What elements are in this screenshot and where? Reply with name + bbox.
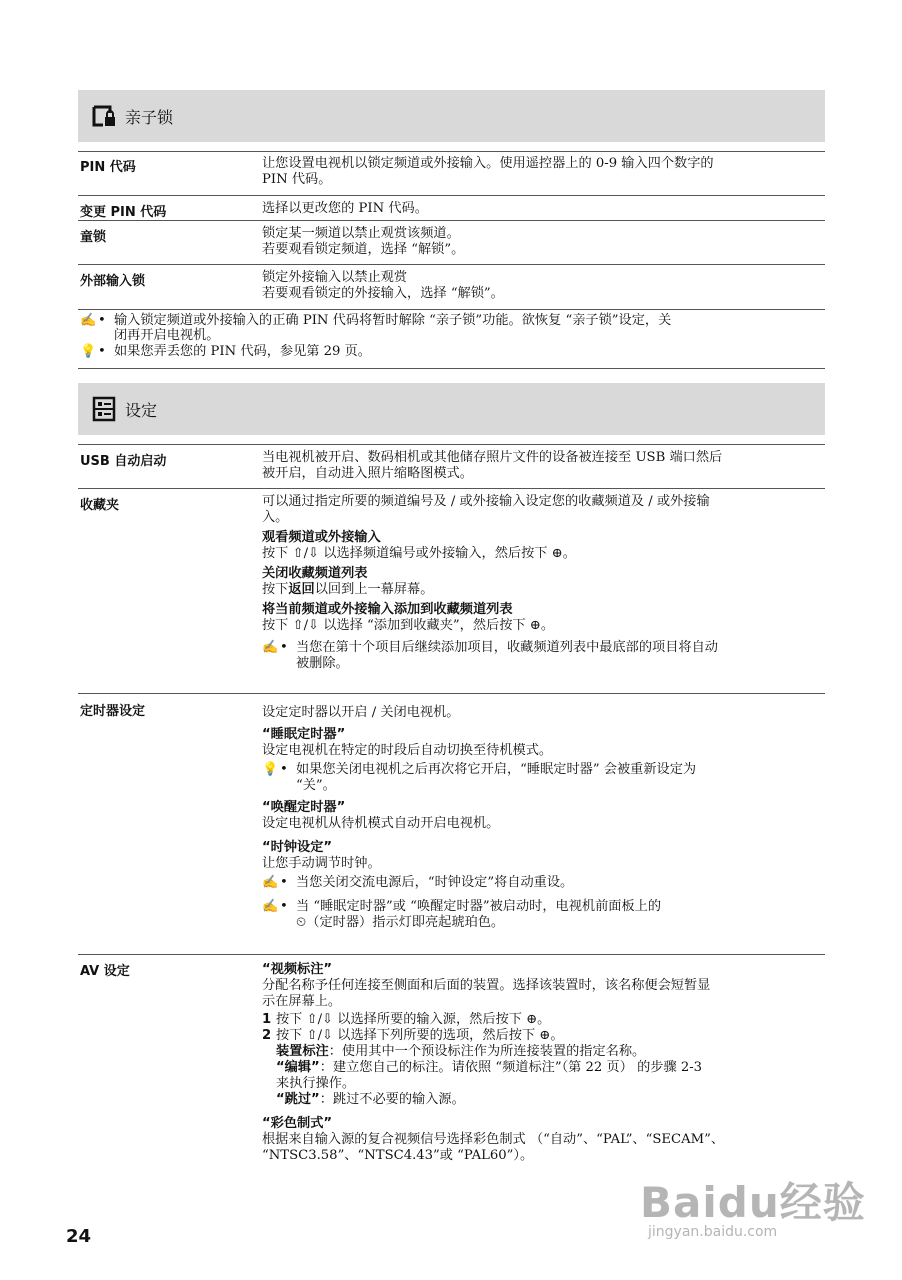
text-line: 选择以更改您的 PIN 代码。 [262, 201, 428, 216]
divider [78, 309, 825, 310]
step-number: 2 [262, 1028, 272, 1043]
page-number: 24 [66, 1226, 92, 1247]
row-label-favorites: 收藏夹 [80, 498, 120, 513]
text-line: 入。 [262, 510, 289, 525]
text-line: 分配名称予任何连接至侧面和后面的装置。选择该装置时，该名称便会短暂显 [262, 978, 711, 993]
row-label-external-lock: 外部输入锁 [80, 274, 146, 289]
option-line [262, 1044, 822, 1060]
settings-title: 设定 [125, 400, 158, 420]
parental-lock-title: 亲子锁 [125, 107, 174, 127]
text-line: ⏲（定时器）指示灯即亮起琥珀色。 [296, 915, 505, 930]
option-text: ：使用其中一个预设标注作为所连接装置的指定名称。 [328, 1044, 646, 1059]
text-line: 闭再开启电视机。 [114, 328, 220, 343]
text-line: “NTSC3.58”、“NTSC4.43”或 “PAL60”）。 [262, 1148, 534, 1163]
row-desc-change-pin [262, 201, 822, 217]
divider [78, 151, 825, 152]
subheading: “睡眠定时器” [262, 727, 346, 742]
text-line: 当电视机被开启、数码相机或其他储存照片文件的设备被连接至 USB 端口然后 [262, 450, 723, 465]
text-line: 输入锁定频道或外接输入的正确 PIN 代码将暂时解除 “亲子锁”功能。欲恢复 “亲子锁”设定，关 [114, 313, 672, 328]
subheading: “视频标注” [262, 962, 333, 977]
text-line: 让您手动调节时钟。 [262, 856, 381, 871]
pencil-note-icon: ✍ [262, 899, 279, 914]
text-line: 当您在第十个项目后继续添加项目，收藏频道列表中最底部的项目将自动 [296, 640, 718, 655]
row-label-change-pin: 变更 PIN 代码 [80, 205, 167, 220]
note-text [296, 899, 822, 931]
text-line: 若要观看锁定频道，选择 “解锁”。 [262, 242, 465, 257]
option-label: “编辑” [276, 1060, 320, 1075]
row-desc-favorites [262, 494, 822, 672]
divider [78, 368, 825, 369]
tip-text: 如果您弄丢您的 PIN 代码，参见第 29 页。 [114, 344, 371, 359]
settings-header [78, 383, 825, 435]
row-label-av: AV 设定 [80, 964, 130, 979]
text-line: 如果您关闭电视机之后再次将它开启，“睡眠定时器” 会被重新设定为 [296, 762, 697, 777]
divider [78, 264, 825, 265]
text-line: 当 “睡眠定时器”或 “唤醒定时器”被启动时，电视机前面板上的 [296, 899, 662, 914]
back-key-label: 返回 [288, 582, 315, 597]
text-line: 被删除。 [296, 656, 349, 671]
note-text [114, 313, 825, 343]
divider [78, 488, 825, 489]
option-text: 来执行操作。 [276, 1076, 356, 1091]
text-line: 示在屏幕上。 [262, 994, 342, 1009]
divider [78, 220, 825, 221]
divider [78, 444, 825, 445]
tip-item [80, 344, 825, 360]
text-line: 锁定某一频道以禁止观赏该频道。 [262, 226, 460, 241]
bullet: • [280, 875, 288, 890]
baidu-watermark [640, 1170, 866, 1240]
note-item [262, 899, 822, 931]
pencil-note-icon: ✍ [262, 640, 279, 655]
step-number: 1 [262, 1012, 272, 1027]
bullet: • [280, 640, 288, 655]
bullet: • [98, 344, 106, 359]
bullet: • [98, 313, 106, 328]
subheading: “唤醒定时器” [262, 800, 346, 815]
option-text: ：跳过不必要的输入源。 [319, 1092, 465, 1107]
settings-icon [91, 396, 117, 422]
note-item [262, 640, 822, 672]
option-line [262, 1092, 822, 1108]
bullet: • [280, 899, 288, 914]
step-item [262, 1028, 822, 1044]
row-label-pin: PIN 代码 [80, 160, 136, 175]
text-line: 设定电视机从待机模式自动开启电视机。 [262, 816, 500, 831]
step-item [262, 1012, 822, 1028]
text-line: 可以通过指定所要的频道编号及 / 或外接输入设定您的收藏频道及 / 或外接输 [262, 494, 710, 509]
subheading: 观看频道或外接输入 [262, 530, 381, 545]
subheading: 将当前频道或外接输入添加到收藏频道列表 [262, 602, 513, 617]
step-text: 按下 ⇧/⇩ 以选择下列所要的选项，然后按下 ⊕。 [276, 1028, 564, 1043]
text-line: “关”。 [296, 778, 336, 793]
row-label-usb: USB 自动启动 [80, 454, 167, 469]
subheading: 关闭收藏频道列表 [262, 566, 368, 581]
row-desc-external-lock [262, 270, 822, 302]
subheading: “彩色制式” [262, 1116, 333, 1131]
step-text: 按下 ⇧/⇩ 以选择所要的输入源，然后按下 ⊕。 [276, 1012, 551, 1027]
pencil-note-icon: ✍ [262, 875, 279, 890]
tip-text [296, 762, 822, 794]
lightbulb-tip-icon: 💡 [80, 344, 97, 359]
row-label-timer: 定时器设定 [80, 704, 146, 719]
tip-item [262, 762, 822, 794]
text-line: 让您设置电视机以锁定频道或外接输入。使用遥控器上的 0-9 输入四个数字的 [262, 156, 714, 171]
option-line [262, 1060, 822, 1076]
text-line: 设定定时器以开启 / 关闭电视机。 [262, 705, 460, 720]
text-line: 若要观看锁定的外接输入，选择 “解锁”。 [262, 286, 504, 301]
text-line: 按下 ⇧/⇩ 以选择频道编号或外接输入，然后按下 ⊕。 [262, 546, 576, 561]
note-text: 当您关闭交流电源后，“时钟设定”将自动重设。 [296, 875, 574, 890]
divider [78, 195, 825, 196]
text-line: PIN 代码。 [262, 172, 332, 187]
option-label: “跳过” [276, 1092, 320, 1107]
option-label: 装置标注 [276, 1044, 329, 1059]
divider [78, 693, 825, 694]
divider [78, 954, 825, 955]
bullet: • [280, 762, 288, 777]
text-line: 按下 ⇧/⇩ 以选择 “添加到收藏夹”，然后按下 ⊕。 [262, 618, 555, 633]
text-line: 设定电视机在特定的时段后自动切换至待机模式。 [262, 743, 553, 758]
text-line: 锁定外接输入以禁止观赏 [262, 270, 408, 285]
watermark-url: jingyan.baidu.com [648, 1224, 778, 1240]
note-text [296, 640, 822, 672]
row-desc-timer [262, 705, 822, 931]
text-fragment: 按下 [262, 582, 289, 597]
row-desc-av [262, 962, 822, 1164]
row-desc-pin [262, 156, 822, 188]
row-label-child-lock: 童锁 [80, 230, 107, 245]
parental-lock-header [78, 90, 825, 142]
lightbulb-tip-icon: 💡 [262, 762, 279, 777]
option-text: ：建立您自己的标注。请依照 “频道标注”（第 22 页） 的步骤 2-3 [319, 1060, 703, 1075]
text-line: 根据来自输入源的复合视频信号选择彩色制式 （“自动”、“PAL”、“SECAM”、 [262, 1132, 725, 1147]
text-line [262, 582, 822, 598]
subheading: “时钟设定” [262, 840, 333, 855]
parental-lock-icon [91, 103, 117, 129]
row-desc-usb [262, 450, 822, 482]
watermark-logo-text: Baidu经验 [640, 1178, 866, 1227]
parental-notes [80, 313, 825, 360]
row-desc-child-lock [262, 226, 822, 258]
pencil-note-icon: ✍ [80, 313, 97, 328]
text-line: 被开启，自动进入照片缩略图模式。 [262, 466, 473, 481]
note-item [80, 313, 825, 343]
text-fragment: 以回到上一幕屏幕。 [314, 582, 434, 597]
note-item [262, 875, 822, 891]
